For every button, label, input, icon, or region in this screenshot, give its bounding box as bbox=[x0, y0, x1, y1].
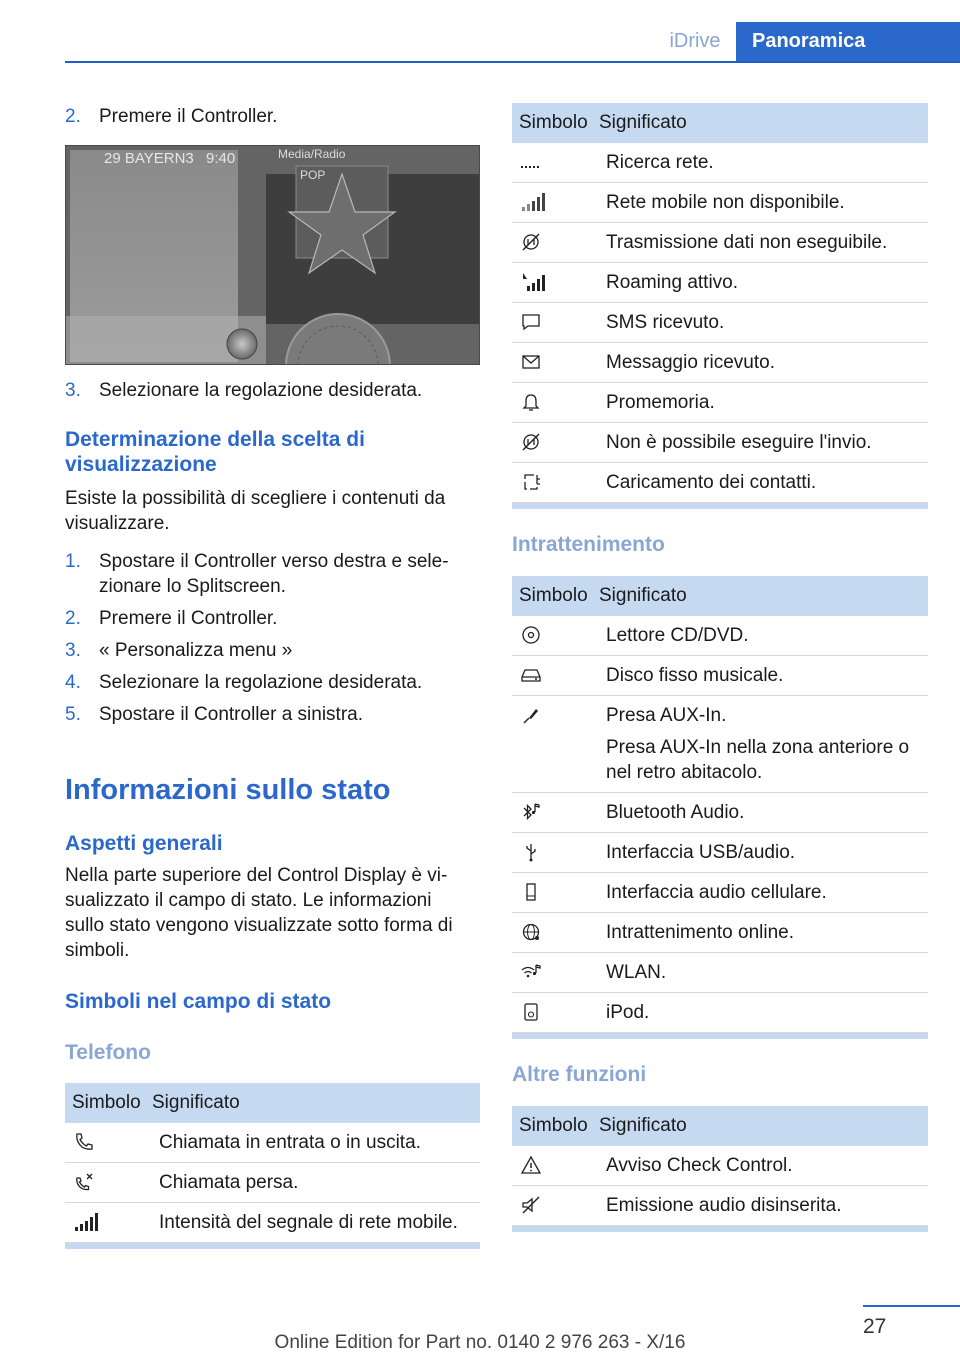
meaning-cell: Chiamata in entrata o in uscita. bbox=[159, 1132, 421, 1153]
phone-symbols-table bbox=[65, 1083, 480, 1249]
step-text: Spostare il Controller verso destra e selezionare lo Splitscreen. bbox=[99, 551, 449, 597]
column-header-meaning: Significato bbox=[599, 585, 687, 606]
step-number: 3. bbox=[65, 380, 81, 401]
bell-icon bbox=[520, 391, 542, 413]
entertainment-symbols-table bbox=[512, 576, 928, 1039]
meaning-cell: Rete mobile non disponibile. bbox=[606, 192, 845, 213]
ipod-icon bbox=[520, 1001, 542, 1023]
column-header-meaning: Significato bbox=[599, 112, 687, 133]
hard-disk-icon bbox=[520, 664, 542, 686]
page-number-rule bbox=[863, 1305, 960, 1307]
table-header bbox=[512, 1106, 928, 1146]
table-end-rule bbox=[512, 503, 928, 509]
step-text: Premere il Controller. bbox=[99, 608, 278, 629]
table-row bbox=[512, 993, 928, 1033]
genre-label: POP bbox=[300, 168, 326, 182]
contacts-loading-icon bbox=[520, 471, 542, 493]
table-row bbox=[512, 423, 928, 463]
online-entertainment-icon bbox=[520, 921, 542, 943]
table-row bbox=[512, 383, 928, 423]
meaning-cell: Interfaccia USB/audio. bbox=[606, 842, 796, 863]
step-number: 2. bbox=[65, 106, 81, 127]
column-header-symbol: Simbolo bbox=[519, 1115, 588, 1136]
warning-triangle-icon bbox=[520, 1154, 542, 1176]
meaning-text: Presa AUX-In. bbox=[606, 705, 727, 726]
bluetooth-audio-icon bbox=[520, 801, 542, 823]
header-rule bbox=[65, 61, 960, 63]
clock-label: 9:40 bbox=[206, 150, 236, 167]
phone-call-icon bbox=[73, 1131, 95, 1153]
meaning-cell: Roaming attivo. bbox=[606, 272, 739, 293]
step-number: 1. bbox=[65, 551, 81, 572]
usb-icon bbox=[520, 841, 542, 863]
meaning-cell: Trasmissione dati non eseguibile. bbox=[606, 232, 888, 253]
meaning-cell: Messaggio ricevuto. bbox=[606, 352, 775, 373]
step-number: 2. bbox=[65, 608, 81, 629]
paragraph-general: Nella parte superiore del Control Display è visualizzato il campo di stato. Le informazioni sullo stato vengono visualizzate sotto forma di simboli. bbox=[65, 865, 453, 961]
table-row bbox=[65, 1123, 480, 1163]
network-search-icon bbox=[520, 151, 542, 173]
table-row bbox=[512, 143, 928, 183]
table-row bbox=[65, 1163, 480, 1203]
edition-text: Online Edition for Part no. 0140 2 976 263 - X/16 bbox=[274, 1332, 686, 1353]
table-row bbox=[512, 616, 928, 656]
meaning-cell bbox=[606, 696, 928, 792]
send-failed-icon bbox=[520, 431, 542, 453]
heading-general: Aspetti generali bbox=[65, 832, 223, 855]
control-display-illustration bbox=[66, 146, 480, 365]
column-header-meaning: Significato bbox=[599, 1115, 687, 1136]
meaning-cell: Interfaccia audio cellulare. bbox=[606, 882, 827, 903]
step-number: 4. bbox=[65, 672, 81, 693]
table-row bbox=[512, 1146, 928, 1186]
other-functions-table bbox=[512, 1106, 928, 1232]
meaning-cell: Chiamata persa. bbox=[159, 1172, 299, 1193]
table-row bbox=[512, 913, 928, 953]
meaning-cell: Avviso Check Control. bbox=[606, 1155, 793, 1176]
heading-entertainment: Intrattenimento bbox=[512, 533, 665, 556]
data-failed-icon bbox=[520, 231, 542, 253]
table-row bbox=[512, 1186, 928, 1226]
roaming-icon bbox=[520, 271, 548, 293]
footer-edition bbox=[0, 1332, 960, 1354]
table-end-rule bbox=[65, 1243, 480, 1249]
table-row bbox=[512, 833, 928, 873]
table-row bbox=[512, 953, 928, 993]
column-header-symbol: Simbolo bbox=[72, 1092, 141, 1113]
meaning-cell: Disco fisso musicale. bbox=[606, 665, 784, 686]
step-text: Spostare il Controller a sinistra. bbox=[99, 704, 363, 725]
table-row bbox=[512, 656, 928, 696]
meaning-cell: Bluetooth Audio. bbox=[606, 802, 745, 823]
speaker-muted-icon bbox=[520, 1194, 542, 1216]
heading-display-choice: Determinazione della scelta di visualizzazione bbox=[65, 428, 365, 476]
table-header bbox=[65, 1083, 480, 1123]
menu-label: Media/Radio bbox=[278, 147, 346, 161]
control-display-image bbox=[65, 145, 480, 365]
meaning-cell: iPod. bbox=[606, 1002, 650, 1023]
meaning-cell: SMS ricevuto. bbox=[606, 312, 725, 333]
table-header bbox=[512, 576, 928, 616]
meaning-cell: Ricerca rete. bbox=[606, 152, 714, 173]
cd-icon bbox=[520, 624, 542, 646]
table-row bbox=[512, 303, 928, 343]
table-row bbox=[512, 463, 928, 503]
signal-bars-icon bbox=[73, 1211, 101, 1233]
table-row bbox=[512, 263, 928, 303]
meaning-cell: Emissione audio disinserita. bbox=[606, 1195, 842, 1216]
table-row bbox=[512, 873, 928, 913]
table-row bbox=[512, 223, 928, 263]
meaning-cell: WLAN. bbox=[606, 962, 667, 983]
page-number: 27 bbox=[863, 1315, 887, 1338]
phone-symbols-table-continued bbox=[512, 103, 928, 509]
step-text: Premere il Controller. bbox=[99, 106, 278, 127]
meaning-cell: Caricamento dei contatti. bbox=[606, 472, 817, 493]
meaning-subtext: Presa AUX-In nella zona anteriore o nel retro abitacolo. bbox=[606, 737, 910, 783]
paragraph-display-choice: Esiste la possibilità di scegliere i contenuti da visualizzare. bbox=[65, 488, 446, 534]
meaning-cell: Non è possibile eseguire l'invio. bbox=[606, 432, 872, 453]
table-row bbox=[512, 343, 928, 383]
table-row bbox=[65, 1203, 480, 1243]
station-label: 29 BAYERN3 bbox=[104, 150, 194, 167]
table-row bbox=[512, 793, 928, 833]
step-number: 5. bbox=[65, 704, 81, 725]
table-end-rule bbox=[512, 1033, 928, 1039]
table-row bbox=[512, 183, 928, 223]
heading-phone: Telefono bbox=[65, 1041, 151, 1064]
meaning-cell: Promemoria. bbox=[606, 392, 715, 413]
column-header-meaning: Significato bbox=[152, 1092, 240, 1113]
heading-status-info: Informazioni sullo stato bbox=[65, 774, 391, 806]
header-section-label: iDrive bbox=[669, 30, 721, 52]
sms-icon bbox=[520, 311, 542, 333]
step-text: « Personalizza menu » bbox=[99, 640, 293, 661]
step-number: 3. bbox=[65, 640, 81, 661]
mobile-phone-icon bbox=[520, 881, 542, 903]
step-text: Selezionare la regolazione desiderata. bbox=[99, 672, 423, 693]
envelope-icon bbox=[520, 351, 542, 373]
meaning-cell: Lettore CD/DVD. bbox=[606, 625, 749, 646]
table-end-rule bbox=[512, 1226, 928, 1232]
table-header bbox=[512, 103, 928, 143]
step-text: Selezionare la regolazione desiderata. bbox=[99, 380, 423, 401]
column-header-symbol: Simbolo bbox=[519, 112, 588, 133]
table-row bbox=[512, 696, 928, 793]
meaning-cell: Intrattenimento online. bbox=[606, 922, 795, 943]
column-header-symbol: Simbolo bbox=[519, 585, 588, 606]
network-unavailable-icon bbox=[520, 191, 548, 213]
aux-jack-icon bbox=[520, 704, 542, 726]
heading-other-functions: Altre funzioni bbox=[512, 1063, 647, 1086]
meaning-cell: Intensità del segnale di rete mobile. bbox=[159, 1212, 458, 1233]
heading-status-symbols: Simboli nel campo di stato bbox=[65, 990, 332, 1013]
header-chapter-tab: Panoramica bbox=[736, 22, 960, 62]
wlan-icon bbox=[520, 961, 542, 983]
missed-call-icon bbox=[73, 1171, 95, 1193]
